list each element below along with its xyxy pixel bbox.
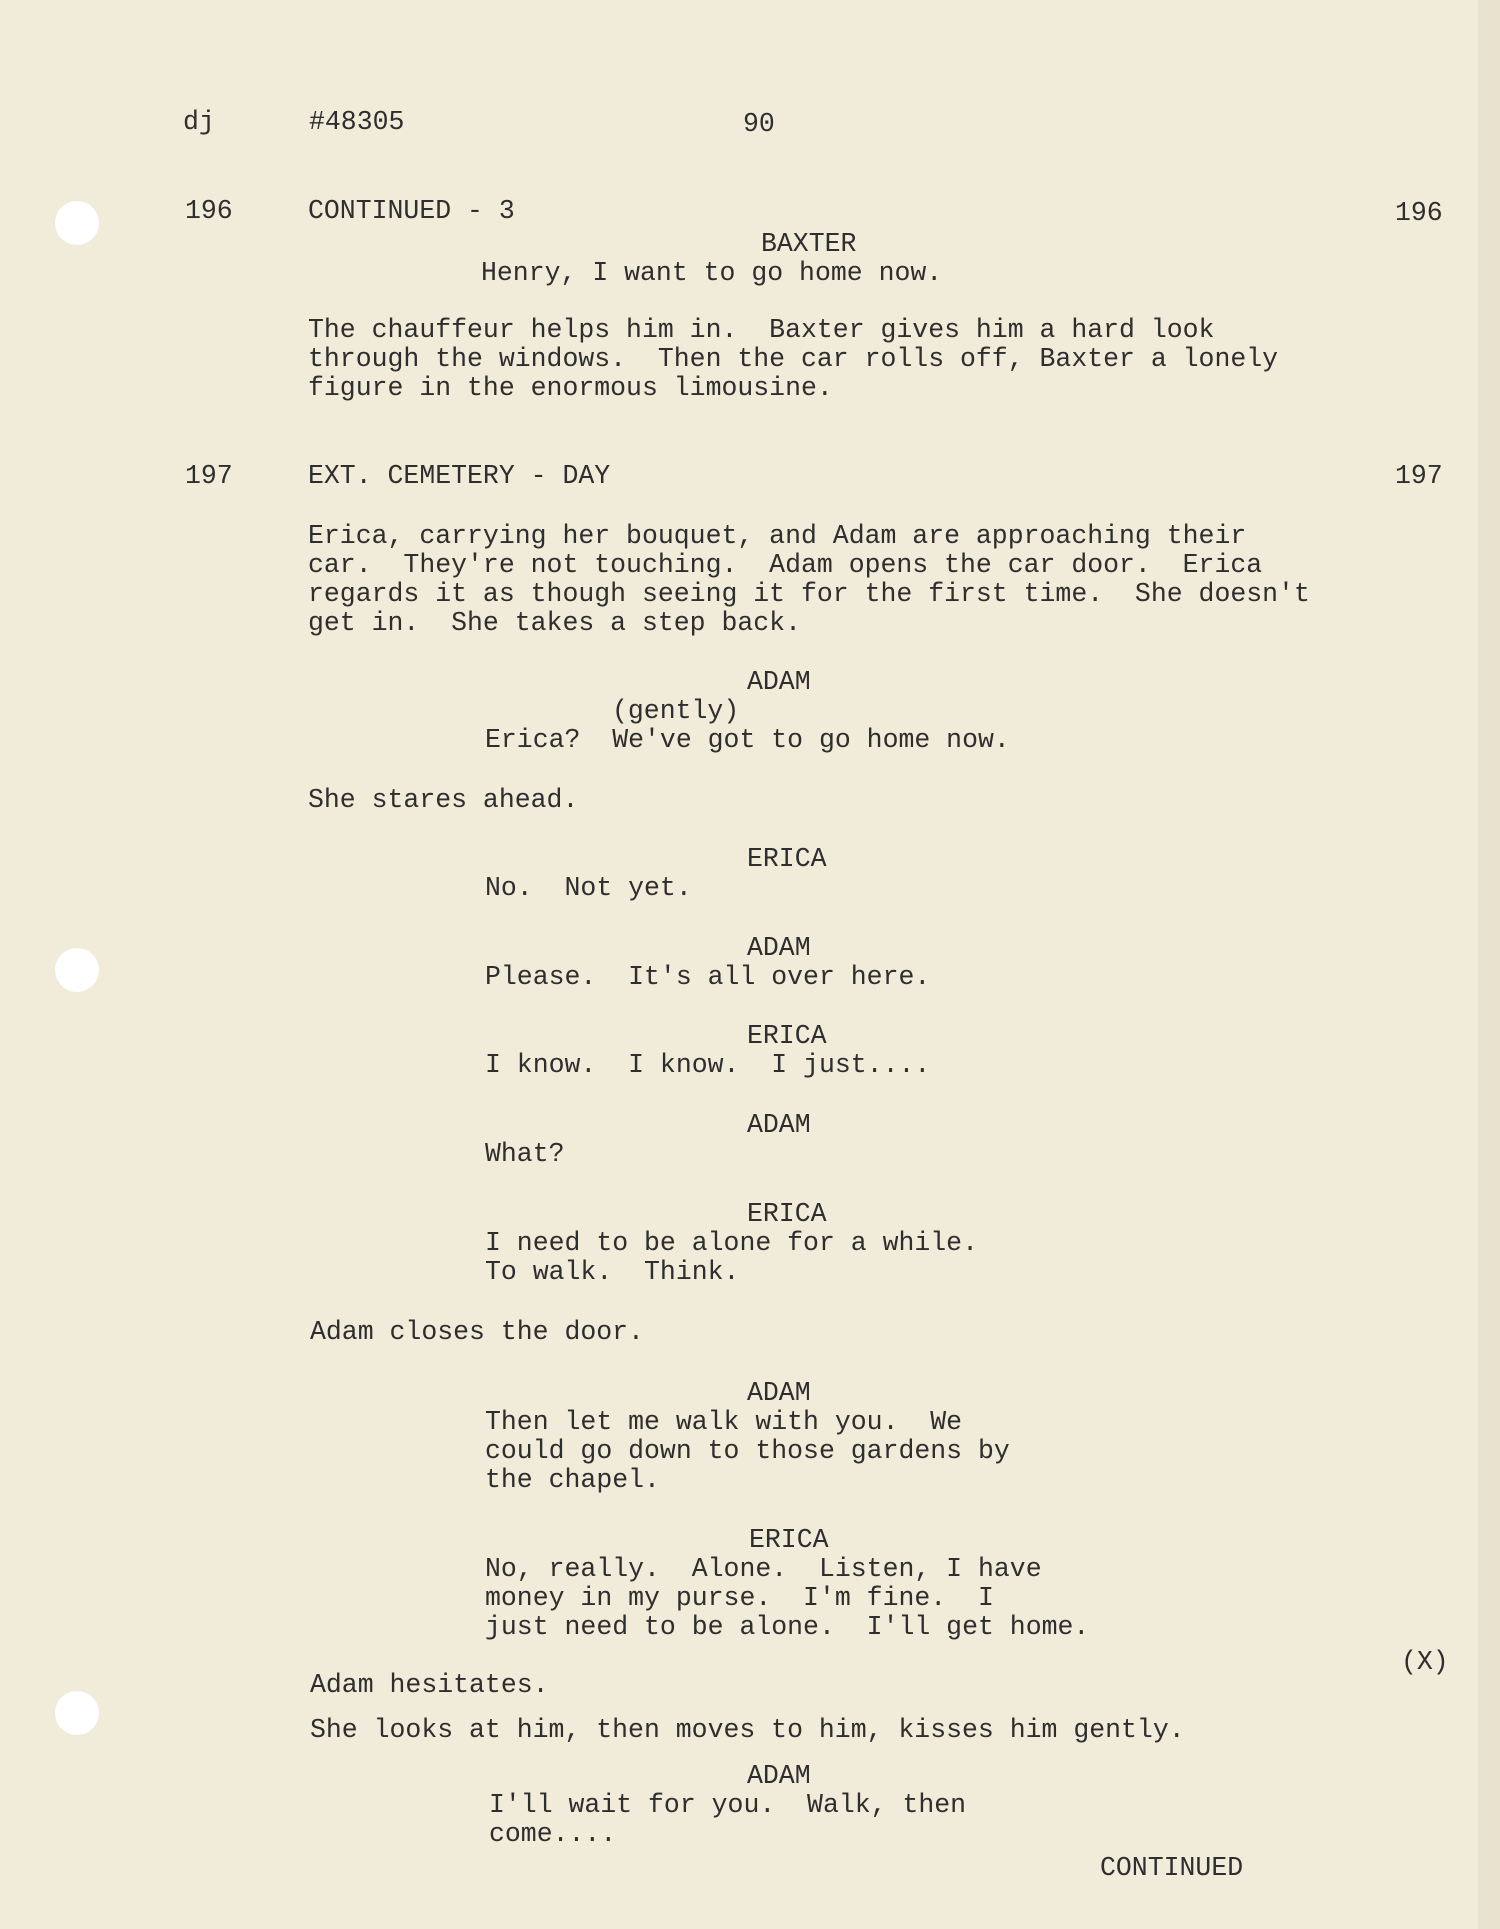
- parenthetical: (gently): [612, 696, 740, 726]
- action-line: Erica, carrying her bouquet, and Adam are approaching their: [308, 521, 1247, 551]
- character-cue: ADAM: [747, 667, 811, 697]
- binder-hole-bottom: [55, 1691, 99, 1735]
- action-line: regards it as though seeing it for the first time. She doesn't: [308, 579, 1310, 609]
- dialogue-line: I know. I know. I just....: [485, 1050, 931, 1080]
- dialogue-line: I need to be alone for a while.: [485, 1228, 978, 1258]
- character-cue: ERICA: [747, 1021, 827, 1051]
- continued-footer: CONTINUED: [1100, 1853, 1244, 1883]
- binder-hole-top: [55, 201, 99, 245]
- action-line: car. They're not touching. Adam opens the car door. Erica: [308, 550, 1263, 580]
- dialogue-line: To walk. Think.: [485, 1257, 740, 1287]
- action-line: through the windows. Then the car rolls off, Baxter a lonely: [308, 344, 1279, 374]
- character-cue: ADAM: [747, 933, 811, 963]
- action-line: get in. She takes a step back.: [308, 608, 801, 638]
- dialogue-line: I'll wait for you. Walk, then: [489, 1790, 967, 1820]
- dialogue-line: come....: [489, 1819, 617, 1849]
- dialogue-line: No. Not yet.: [485, 873, 692, 903]
- character-cue: ADAM: [747, 1110, 811, 1140]
- character-cue: ADAM: [747, 1378, 811, 1408]
- header-page-number: 90: [743, 109, 775, 139]
- character-cue: ERICA: [749, 1525, 829, 1555]
- action-line: She looks at him, then moves to him, kisses him gently.: [310, 1715, 1185, 1745]
- binder-hole-middle: [55, 948, 99, 992]
- dialogue-line: the chapel.: [485, 1465, 660, 1495]
- scene-number-right: 197: [1395, 461, 1443, 491]
- scene-heading: EXT. CEMETERY - DAY: [308, 461, 611, 491]
- character-cue: ADAM: [747, 1761, 811, 1791]
- action-line: figure in the enormous limousine.: [308, 373, 833, 403]
- scene-number-right: 196: [1395, 198, 1443, 228]
- scene-heading: CONTINUED - 3: [308, 196, 515, 226]
- dialogue-line: Please. It's all over here.: [485, 962, 931, 992]
- dialogue-line: No, really. Alone. Listen, I have: [485, 1554, 1042, 1584]
- character-cue: ERICA: [747, 844, 827, 874]
- action-line: Adam closes the door.: [310, 1317, 644, 1347]
- dialogue-line: What?: [485, 1139, 565, 1169]
- dialogue-line: Erica? We've got to go home now.: [485, 725, 1010, 755]
- revision-mark: (X): [1401, 1647, 1449, 1677]
- header-initials: dj: [183, 107, 215, 137]
- header-script-number: #48305: [309, 107, 405, 137]
- character-cue: ERICA: [747, 1199, 827, 1229]
- dialogue-line: Henry, I want to go home now.: [481, 258, 943, 288]
- dialogue-line: Then let me walk with you. We: [485, 1407, 963, 1437]
- dialogue-line: could go down to those gardens by: [485, 1436, 1010, 1466]
- dialogue-line: just need to be alone. I'll get home.: [485, 1612, 1090, 1642]
- dialogue-line: money in my purse. I'm fine. I: [485, 1583, 994, 1613]
- action-line: She stares ahead.: [308, 785, 579, 815]
- scene-number-left: 197: [185, 461, 233, 491]
- scene-number-left: 196: [185, 196, 233, 226]
- action-line: Adam hesitates.: [310, 1670, 549, 1700]
- character-cue: BAXTER: [761, 229, 857, 259]
- action-line: The chauffeur helps him in. Baxter gives him a hard look: [308, 315, 1215, 345]
